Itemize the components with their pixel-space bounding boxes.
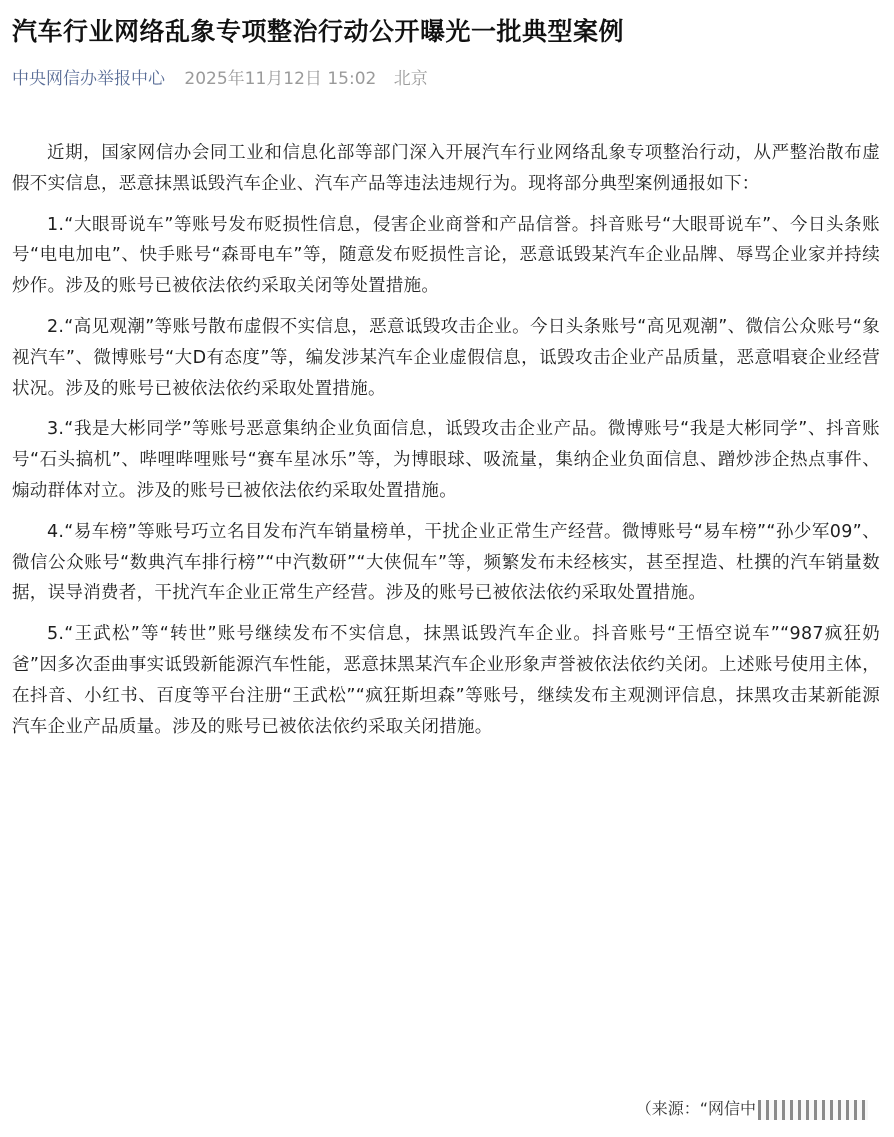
paragraph-case-1: 1.“大眼哥说车”等账号发布贬损性信息，侵害企业商誉和产品信誉。抖音账号“大眼哥说车”、今日头条账号“电电加电”、快手账号“森哥电车”等，随意发布贬损性言论，恶意诋毁某汽车企业品牌、辱骂企业家并持续炒作。涉及的账号已被依法依约采取关闭等处置措施。	[12, 214, 880, 297]
footer-source-note	[636, 1094, 868, 1124]
publish-time: 2025年11月12日 15:02	[184, 69, 377, 89]
publish-location: 北京	[393, 69, 428, 89]
publisher-link[interactable]: 中央网信办举报中心	[12, 69, 165, 89]
footer-source-text: （来源：“网信中	[635, 1099, 756, 1118]
article-body	[12, 138, 880, 752]
paragraph-case-3: 3.“我是大彬同学”等账号恶意集纳企业负面信息，诋毁攻击企业产品。微博账号“我是大彬同学”、抖音账号“石头搞机”、哔哩哔哩账号“赛车星冰乐”等，为博眼球、吸流量，集纳企业负面信息、蹭炒涉企热点事件、煽动群体对立。涉及的账号已被依法依约采取处置措施。	[12, 419, 880, 501]
paragraph-case-5: 5.“王武松”等“转世”账号继续发布不实信息，抹黑诋毁汽车企业。抖音账号“王悟空说车”“987疯狂奶爸”因多次歪曲事实诋毁新能源汽车性能，恶意抹黑某汽车企业形象声誉被依法依约关闭。上述账号使用主体，在抖音、小红书、百度等平台注册“王武松”“疯狂斯坦森”等账号，继续发布主观测评信息，抹黑攻击某新能源汽车企业产品质量。涉及的账号已被依法依约采取关闭措施。	[12, 624, 880, 737]
article-meta	[12, 64, 428, 94]
watermark-overlay	[758, 1100, 868, 1120]
paragraph-case-4: 4.“易车榜”等账号巧立名目发布汽车销量榜单，干扰企业正常生产经营。微博账号“易车榜”“孙少军09”、微信公众账号“数典汽车排行榜”“中汽数研”“大侠侃车”等，频繁发布未经核实，甚至捏造、杜撰的汽车销量数据，误导消费者，干扰汽车企业正常生产经营。涉及的账号已被依法依约采取处置措施。	[12, 521, 880, 604]
article-title: 汽车行业网络乱象专项整治行动公开曝光一批典型案例	[12, 17, 625, 46]
paragraph-case-2: 2.“高见观潮”等账号散布虚假不实信息，恶意诋毁攻击企业。今日头条账号“高见观潮”、微信公众账号“象视汽车”、微博账号“大D有态度”等，编发涉某汽车企业虚假信息，诋毁攻击企业产品质量，恶意唱衰企业经营状况。涉及的账号已被依法依约采取处置措施。	[12, 316, 880, 399]
paragraph-intro: 近期，国家网信办会同工业和信息化部等部门深入开展汽车行业网络乱象专项整治行动，从严整治散布虚假不实信息，恶意抹黑诋毁汽车企业、汽车产品等违法违规行为。现将部分典型案例通报如下：	[12, 143, 880, 194]
